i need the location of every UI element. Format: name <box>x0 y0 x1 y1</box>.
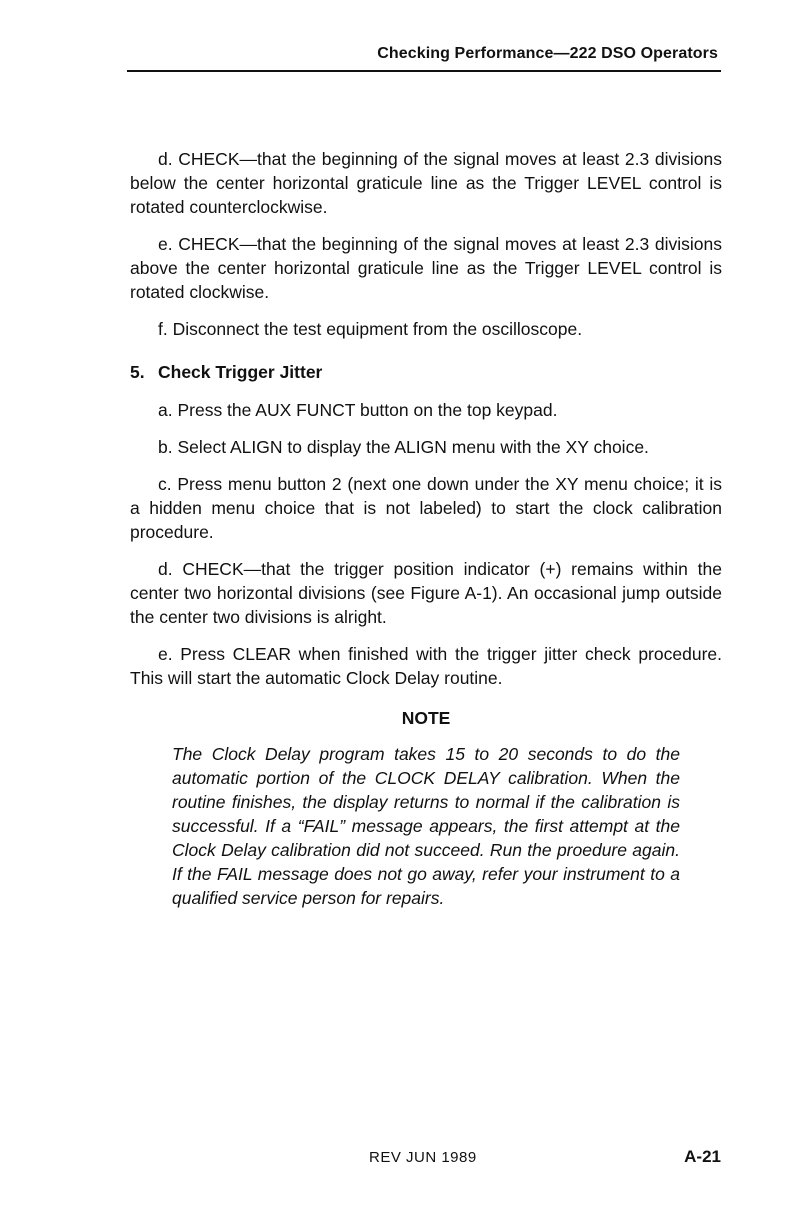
footer-revision: REV JUN 1989 <box>369 1149 477 1166</box>
step-c-press-menu-button: c. Press menu button 2 (next one down under the XY menu choice; it is a hidden menu choice that is not labeled) to start the clock calibration procedure. <box>130 474 722 542</box>
page-content <box>130 147 722 910</box>
step-a-press-aux-funct: a. Press the AUX FUNCT button on the top keypad. <box>158 400 558 420</box>
section-heading <box>130 360 722 384</box>
note-block <box>130 706 722 910</box>
step-d-check-trigger-position: d. CHECK—that the trigger position indicator (+) remains within the center two horizontal divisions (see Figure A-1). An occasional jump outside the center two divisions is alright. <box>130 559 722 627</box>
step-b-select-align: b. Select ALIGN to display the ALIGN menu with the XY choice. <box>158 437 649 457</box>
section-title: Check Trigger Jitter <box>158 362 323 382</box>
step-d-check-below: d. CHECK—that the beginning of the signal moves at least 2.3 divisions below the center horizontal graticule line as the Trigger LEVEL control is rotated counterclockwise. <box>130 149 722 217</box>
step-f-disconnect: f. Disconnect the test equipment from the oscilloscope. <box>158 319 583 339</box>
footer-page-number: A-21 <box>684 1147 721 1166</box>
note-body: The Clock Delay program takes 15 to 20 seconds to do the automatic portion of the CLOCK DELAY calibration. When the routine finishes, the display returns to normal if the calibration is successful. If a “FAIL” message appears, the first attempt at the Clock Delay calibration did not succeed. Run the proedure again. If the FAIL message does not go away, refer your instrument to a qualified service person for repairs. <box>172 744 680 908</box>
note-title: NOTE <box>401 708 451 728</box>
section-number: 5. <box>130 362 145 382</box>
step-e-press-clear: e. Press CLEAR when finished with the trigger jitter check procedure. This will start the automatic Clock Delay routine. <box>130 644 722 688</box>
header-rule <box>127 70 721 72</box>
header-title: Checking Performance—222 DSO Operators <box>377 45 718 62</box>
step-e-check-above: e. CHECK—that the beginning of the signal moves at least 2.3 divisions above the center horizontal graticule line as the Trigger LEVEL control is rotated clockwise. <box>130 234 722 302</box>
